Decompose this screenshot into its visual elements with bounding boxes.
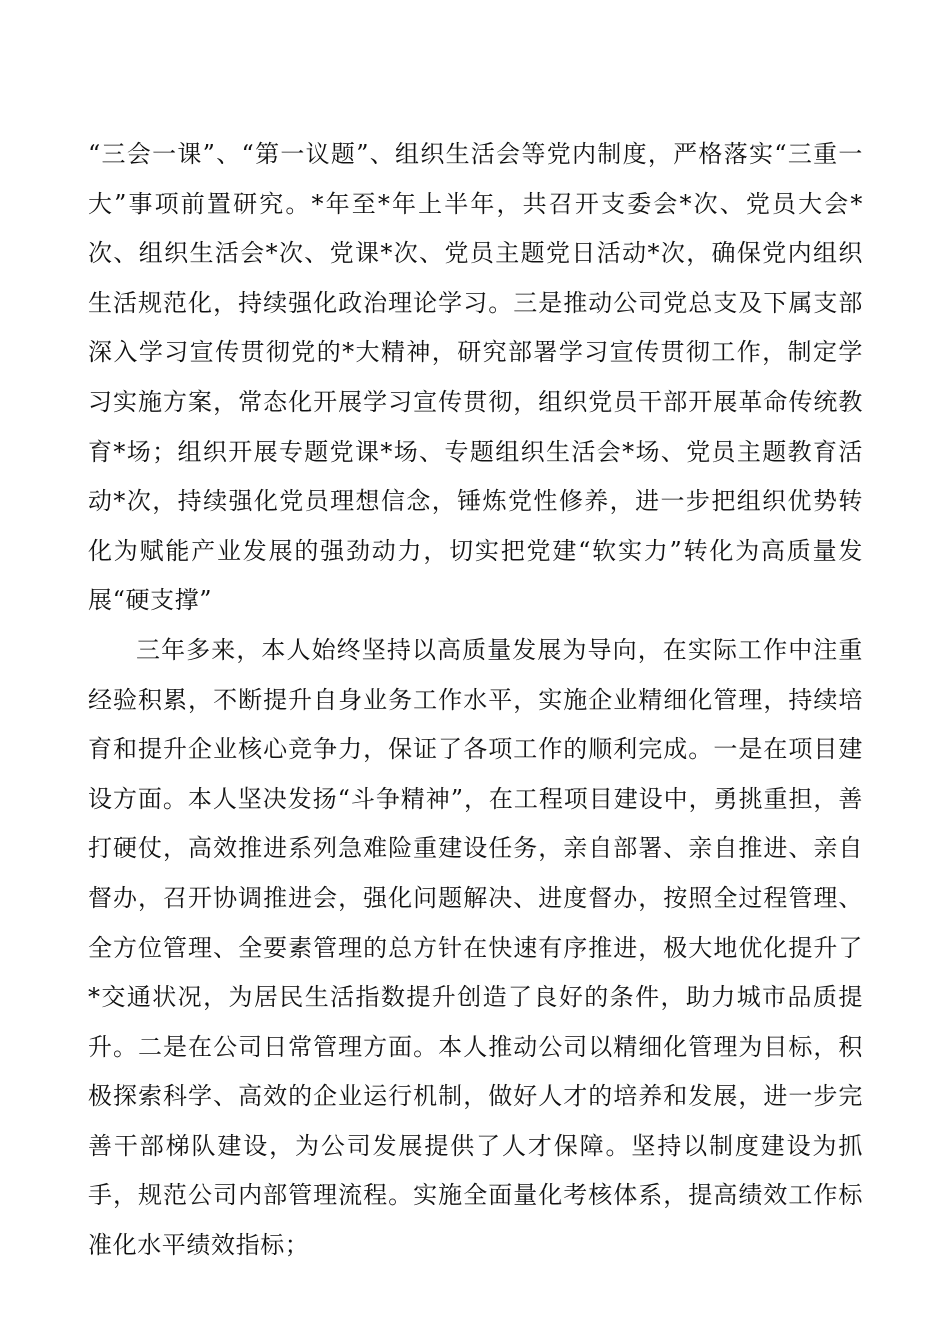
paragraph-party-building: “三会一课”、“第一议题”、组织生活会等党内制度，严格落实“三重一大”事项前置研究。*年至*年上半年，共召开支委会*次、党员大会*次、组织生活会*次、党课*次、党员主题党日活动*次，确保党内组织生活规范化，持续强化政治理论学习。三是推动公司党总支及下属支部深入学习宣传贯彻党的*大精神，研究部署学习宣传贯彻工作，制定学习实施方案，常态化开展学习宣传贯彻，组织党员干部开展革命传统教育*场；组织开展专题党课*场、专题组织生活会*场、党员主题教育活动*次，持续强化党员理想信念，锤炼党性修养，进一步把组织优势转化为赋能产业发展的强劲动力，切实把党建“软实力”转化为高质量发展“硬支撑”	[88, 140, 863, 615]
document-page	[88, 130, 863, 1271]
paragraph-work-summary: 三年多来，本人始终坚持以高质量发展为导向，在实际工作中注重经验积累，不断提升自身业务工作水平，实施企业精细化管理，持续培育和提升企业核心竞争力，保证了各项工作的顺利完成。一是在项目建设方面。本人坚决发扬“斗争精神”，在工程项目建设中，勇挑重担，善打硬仗，高效推进系列急难险重建设任务，亲自部署、亲自推进、亲自督办，召开协调推进会，强化问题解决、进度督办，按照全过程管理、全方位管理、全要素管理的总方针在快速有序推进，极大地优化提升了*交通状况，为居民生活指数提升创造了良好的条件，助力城市品质提升。二是在公司日常管理方面。本人推动公司以精细化管理为目标，积极探索科学、高效的企业运行机制，做好人才的培养和发展，进一步完善干部梯队建设，为公司发展提供了人才保障。坚持以制度建设为抓手，规范公司内部管理流程。实施全面量化考核体系，提高绩效工作标准化水平绩效指标；	[88, 635, 863, 1260]
